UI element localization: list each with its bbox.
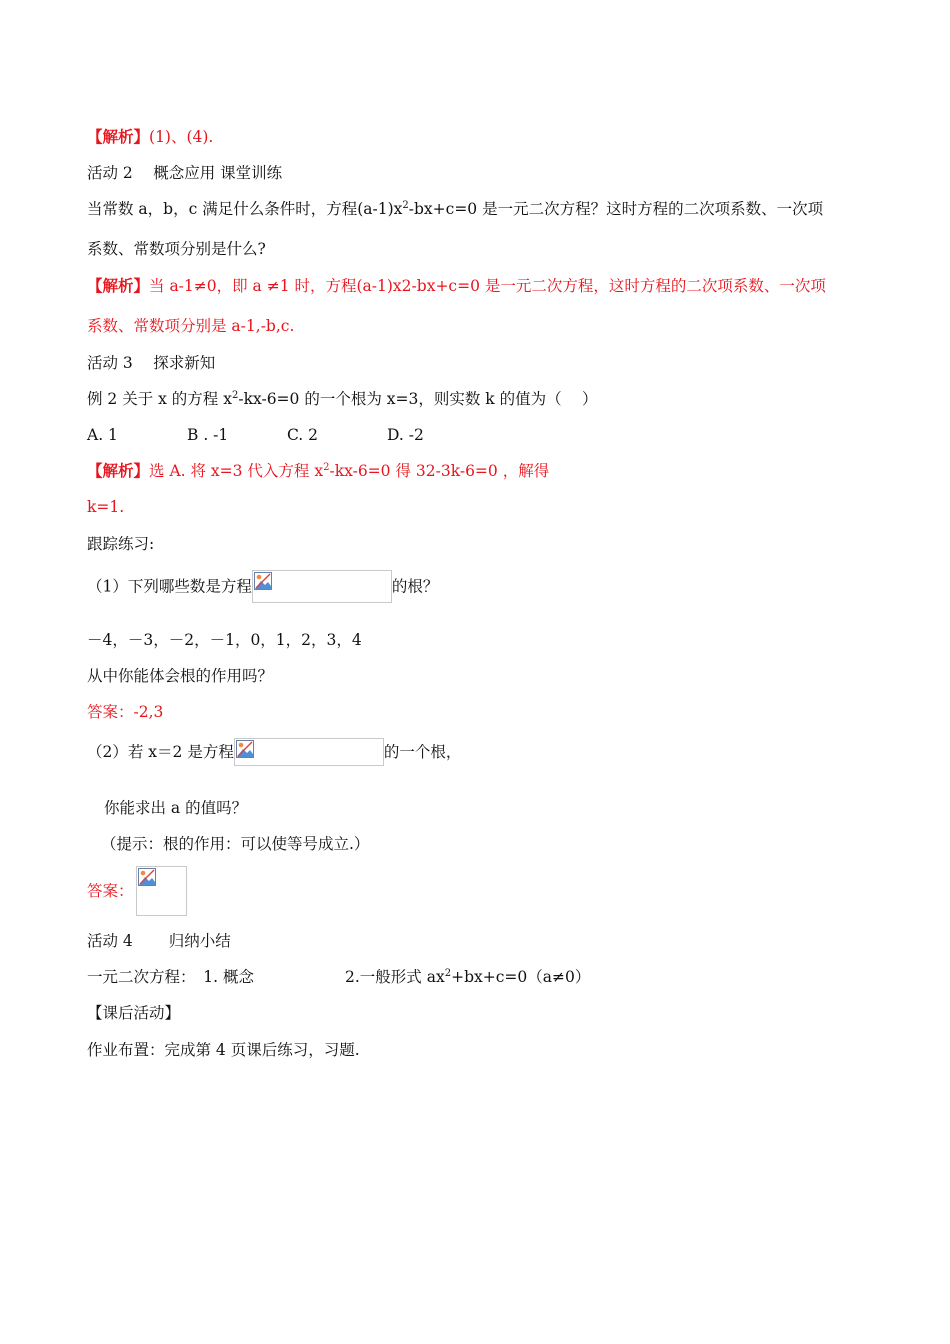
option-d: D. -2 xyxy=(387,426,424,444)
analysis-text: 当 a-1≠0，即 a ≠1 时，方程(a-1)x2-bx+c=0 是一元二次方程，这时方程的二次项系数、一次项 xyxy=(149,277,826,295)
example-text-post: -kx-6=0 的一个根为 x=3，则实数 k 的值为（ ） xyxy=(238,390,598,408)
practice-q1-pre: （1）下列哪些数是方程 xyxy=(87,577,252,596)
equation-image-placeholder xyxy=(234,738,384,766)
analysis-result: k=1. xyxy=(87,498,125,516)
homework-line: 作业布置：完成第 4 页课后练习，习题. xyxy=(87,1041,360,1059)
practice-q1-reflection: 从中你能体会根的作用吗？ xyxy=(87,667,274,685)
analysis-text-post: -kx-6=0 得 32-3k-6=0 ，解得 xyxy=(329,462,550,480)
option-b: B . -1 xyxy=(187,426,229,444)
example-2-question xyxy=(87,389,598,409)
analysis-line-4 xyxy=(87,461,549,481)
equation-image-placeholder xyxy=(252,570,392,603)
option-c: C. 2 xyxy=(287,426,319,444)
analysis-bracket: 【解析】 xyxy=(87,276,150,295)
after-class-heading: 【课后活动】 xyxy=(87,1004,181,1022)
analysis-text-pre: 选 A. 将 x=3 代入方程 x xyxy=(149,462,324,480)
summary-form-post: +bx+c=0（a≠0） xyxy=(451,968,591,986)
analysis-line-2 xyxy=(87,276,826,296)
answer-1: 答案：-2,3 xyxy=(87,703,164,721)
question-text-pre: 当常数 a，b，c 满足什么条件时，方程(a-1)x xyxy=(87,200,403,218)
practice-q1 xyxy=(87,570,438,600)
analysis-line-1 xyxy=(87,127,213,147)
broken-image-icon xyxy=(254,572,272,590)
activity-3-heading: 活动 3 探求新知 xyxy=(87,354,216,372)
exponent: 2 xyxy=(231,390,239,401)
question-line-2: 系数、常数项分别是什么? xyxy=(87,240,266,258)
example-text-pre: 例 2 关于 x 的方程 x xyxy=(87,390,232,408)
answer-image-placeholder xyxy=(136,866,187,916)
exponent: 2 xyxy=(323,462,330,473)
option-a: A. 1 xyxy=(87,426,118,444)
summary-concept: 一元二次方程： 1. 概念 xyxy=(87,968,254,986)
activity-2-heading: 活动 2 概念应用 课堂训练 xyxy=(87,164,283,182)
broken-image-icon xyxy=(138,868,156,886)
practice-q2-pre: （2）若 x＝2 是方程 xyxy=(87,743,234,761)
practice-q2-post: 的一个根， xyxy=(383,743,462,761)
answer-2-label: 答案： xyxy=(87,882,134,900)
exponent: 2 xyxy=(444,968,452,979)
question-text-post: -bx+c=0 是一元二次方程？这时方程的二次项系数、一次项 xyxy=(408,200,824,218)
exponent: 2 xyxy=(402,200,409,211)
activity-4-heading: 活动 4 归纳小结 xyxy=(87,932,231,950)
question-line-1 xyxy=(87,199,823,219)
practice-q1-post: 的根？ xyxy=(391,577,439,596)
analysis-line-3: 系数、常数项分别是 a-1,-b,c. xyxy=(87,317,295,335)
broken-image-icon xyxy=(236,740,254,758)
options-row xyxy=(87,425,424,445)
summary-form-pre: 2.一般形式 ax xyxy=(345,968,445,986)
practice-heading: 跟踪练习: xyxy=(87,535,155,553)
analysis-bracket: 【解析】 xyxy=(87,461,150,480)
practice-q2 xyxy=(87,736,461,766)
hint-text: （提示：根的作用：可以使等号成立.） xyxy=(101,835,370,853)
analysis-bracket: 【解析】 xyxy=(87,127,150,146)
summary-line xyxy=(87,967,590,987)
practice-q2-question: 你能求出 a 的值吗？ xyxy=(104,799,248,817)
candidate-numbers: －4，－3，－2，－1，0，1，2，3，4 xyxy=(87,631,362,649)
analysis-text: (1)、(4). xyxy=(149,128,214,146)
